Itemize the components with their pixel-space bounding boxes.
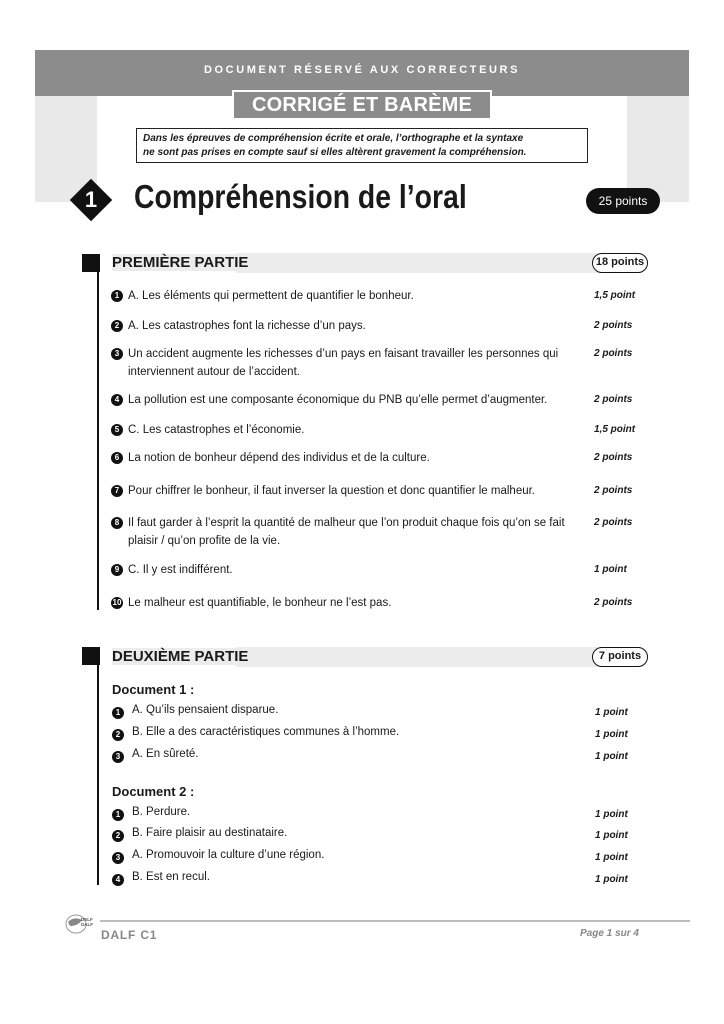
delf-dalf-logo bbox=[62, 910, 94, 936]
section-points-badge: 25 points bbox=[586, 188, 660, 214]
part2-title: DEUXIÈME PARTIE bbox=[112, 648, 252, 665]
question-points: 2 points bbox=[594, 517, 633, 528]
question-number-badge: 4 bbox=[111, 394, 123, 406]
question-answer-text: B. Faire plaisir au destinataire. bbox=[132, 827, 288, 839]
question-number-badge: 2 bbox=[112, 729, 124, 741]
notice-line-2: ne sont pas prises en compte sauf si elles altèrent gravement la compréhension. bbox=[143, 147, 527, 158]
question-points: 1 point bbox=[595, 707, 628, 718]
question-number-badge: 5 bbox=[111, 424, 123, 436]
question-answer-text: B. Perdure. bbox=[132, 806, 191, 818]
part1-points-badge: 18 points bbox=[592, 253, 648, 273]
section-title: Compréhension de l’oral bbox=[134, 178, 467, 215]
exam-label: DALF C1 bbox=[101, 928, 158, 942]
question-points: 1 point bbox=[595, 809, 628, 820]
question-answer-text: C. Il y est indifférent. bbox=[128, 564, 233, 576]
question-points: 1 point bbox=[595, 729, 628, 740]
question-answer-text: Un accident augmente les richesses d’un pays en faisant travailler les personnes qui interviennent autour de l’accident. bbox=[128, 348, 559, 378]
question-number-badge: 4 bbox=[112, 874, 124, 886]
part1-marker bbox=[82, 254, 100, 272]
question-answer-text: B. Est en recul. bbox=[132, 871, 210, 883]
header-side-right bbox=[627, 96, 689, 202]
question-number-badge: 3 bbox=[112, 852, 124, 864]
question-number-badge: 3 bbox=[111, 348, 123, 360]
question-points: 1,5 point bbox=[594, 290, 636, 301]
doc1-label: Document 1 : bbox=[112, 682, 195, 697]
question-answer-text: Le malheur est quantifiable, le bonheur ne l’est pas. bbox=[128, 597, 392, 609]
question-number-badge: 1 bbox=[112, 809, 124, 821]
part2-rule bbox=[97, 665, 99, 885]
question-number-badge: 2 bbox=[112, 830, 124, 842]
question-points: 1 point bbox=[594, 564, 627, 575]
question-points: 2 points bbox=[594, 485, 633, 496]
part1-band bbox=[236, 253, 642, 273]
question-answer-text: A. Promouvoir la culture d’une région. bbox=[132, 849, 325, 861]
part2-marker bbox=[82, 647, 100, 665]
question-number-badge: 1 bbox=[112, 707, 124, 719]
question-answer-text: Pour chiffrer le bonheur, il faut inverser la question et donc quantifier le malheur. bbox=[128, 485, 535, 497]
part1-rule bbox=[97, 272, 99, 610]
question-answer-text: La notion de bonheur dépend des individus et de la culture. bbox=[128, 452, 430, 464]
question-points: 1 point bbox=[595, 874, 628, 885]
question-points: 2 points bbox=[594, 348, 633, 359]
notice-line-1: Dans les épreuves de compréhension écrite et orale, l’orthographe et la syntaxe bbox=[143, 133, 524, 144]
question-number-badge: 8 bbox=[111, 517, 123, 529]
question-points: 1 point bbox=[595, 852, 628, 863]
question-number-badge: 3 bbox=[112, 751, 124, 763]
question-number-badge: 1 bbox=[111, 290, 123, 302]
question-points: 2 points bbox=[594, 452, 633, 463]
question-answer-text: C. Les catastrophes et l’économie. bbox=[128, 424, 305, 436]
part2-points-badge: 7 points bbox=[592, 647, 648, 667]
question-points: 1 point bbox=[595, 751, 628, 762]
question-points: 2 points bbox=[594, 320, 633, 331]
document-title: CORRIGÉ ET BARÈME bbox=[232, 90, 492, 120]
footer-rule bbox=[100, 920, 690, 922]
question-points: 1,5 point bbox=[594, 424, 636, 435]
svg-text:DALF: DALF bbox=[81, 922, 93, 927]
notice-box bbox=[136, 128, 588, 163]
section-number: 1 bbox=[84, 187, 98, 212]
question-answer-text: A. Qu’ils pensaient disparue. bbox=[132, 704, 279, 716]
question-points: 2 points bbox=[594, 597, 633, 608]
question-answer-text: La pollution est une composante économique du PNB qu’elle permet d’augmenter. bbox=[128, 394, 548, 406]
part2-band bbox=[236, 647, 642, 667]
question-number-badge: 9 bbox=[111, 564, 123, 576]
question-answer-text: A. En sûreté. bbox=[132, 748, 199, 760]
question-answer-text: Il faut garder à l’esprit la quantité de malheur que l’on produit chaque fois qu’on se fait plaisir / qu’on profite de la vie. bbox=[128, 517, 565, 547]
reserved-label: DOCUMENT RÉSERVÉ AUX CORRECTEURS bbox=[203, 64, 521, 76]
part1-title: PREMIÈRE PARTIE bbox=[112, 254, 252, 271]
question-points: 1 point bbox=[595, 830, 628, 841]
question-number-badge: 10 bbox=[112, 598, 122, 607]
question-answer-text: A. Les catastrophes font la richesse d’un pays. bbox=[128, 320, 366, 332]
question-number-badge: 7 bbox=[111, 485, 123, 497]
question-answer-text: A. Les éléments qui permettent de quantifier le bonheur. bbox=[128, 290, 414, 302]
question-number-badge: 2 bbox=[111, 320, 123, 332]
question-points: 2 points bbox=[594, 394, 633, 405]
svg-text:DELF: DELF bbox=[81, 917, 93, 922]
question-number-badge: 6 bbox=[111, 452, 123, 464]
question-answer-text: B. Elle a des caractéristiques communes à l’homme. bbox=[132, 726, 400, 738]
doc2-label: Document 2 : bbox=[112, 784, 195, 799]
page-number: Page 1 sur 4 bbox=[580, 928, 639, 939]
